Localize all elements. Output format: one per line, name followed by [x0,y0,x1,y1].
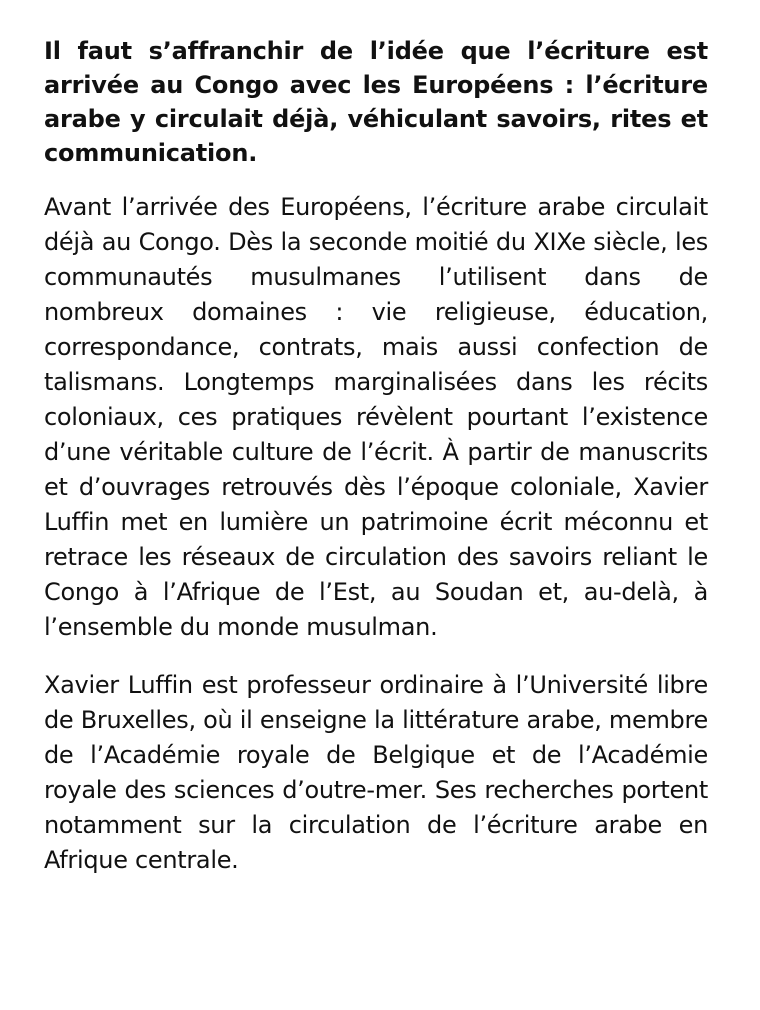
book-back-cover-text [44,34,708,901]
lead-paragraph: Il faut s’affranchir de l’idée que l’écriture est arrivée au Congo avec les Européens : l’écriture arabe y circulait déjà, véhiculant savoirs, rites et communication. [44,37,708,167]
author-bio-paragraph: Xavier Luffin est professeur ordinaire à l’Université libre de Bruxelles, où il enseigne la littérature arabe, membre de l’Académie royale de Belgique et de l’Académie royale des sciences d’outre-mer. Ses recherches portent notamment sur la circulation de l’écriture arabe en Afrique centrale. [44,671,708,874]
summary-paragraph: Avant l’arrivée des Européens, l’écriture arabe circulait déjà au Congo. Dès la seconde moitié du XIXe siècle, les communautés musulmanes l’utilisent dans de nombreux domaines : vie religieuse, éducation, correspondance, contrats, mais aussi confection de talismans. Longtemps marginalisées dans les récits coloniaux, ces pratiques révèlent pourtant l’existence d’une véritable culture de l’écrit. À partir de manuscrits et d’ouvrages retrouvés dès l’époque coloniale, Xavier Luffin met en lumière un patrimoine écrit méconnu et retrace les réseaux de circulation des savoirs reliant le Congo à l’Afrique de l’Est, au Soudan et, au-delà, à l’ensemble du monde musulman. [44,193,708,641]
